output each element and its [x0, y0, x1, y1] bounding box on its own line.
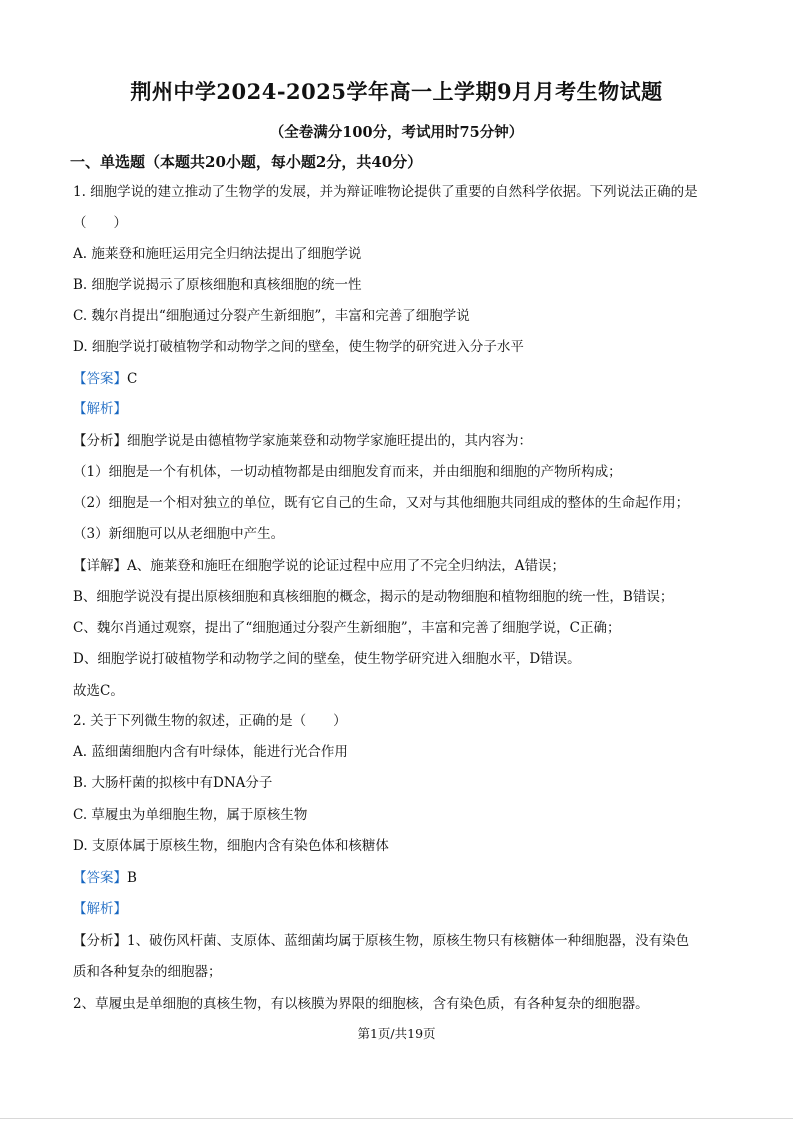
answer-value: C — [127, 371, 138, 387]
q1-point2: （2）细胞是一个相对独立的单位，既有它自己的生命，又对与其他细胞共同组成的整体的生命起作用； — [73, 495, 690, 511]
detail-tag: 【详解】 — [73, 558, 127, 574]
q1-point3: （3）新细胞可以从老细胞中产生。 — [73, 526, 285, 542]
page-bottom-divider — [0, 1118, 793, 1119]
q1-stem-line2: （ ） — [73, 215, 127, 231]
q2-analysis-tag: 【解析】 — [73, 901, 127, 917]
q2-option-d: D. 支原体属于原核生物，细胞内含有染色体和核糖体 — [73, 838, 389, 854]
q1-option-d: D. 细胞学说打破植物学和动物学之间的壁垒，使生物学的研究进入分子水平 — [73, 339, 524, 355]
exam-subtitle: （全卷满分100分，考试用时75分钟） — [269, 124, 524, 141]
answer-value: B — [127, 870, 137, 886]
q1-option-b: B. 细胞学说揭示了原核细胞和真核细胞的统一性 — [73, 277, 362, 293]
answer-tag: 【答案】 — [73, 870, 127, 886]
q1-detail4: D、细胞学说打破植物学和动物学之间的壁垒，使生物学研究进入细胞水平，D错误。 — [73, 651, 581, 667]
q2-option-c: C. 草履虫为单细胞生物，属于原核生物 — [73, 807, 308, 823]
page-footer: 第1页/共19页 — [357, 1026, 436, 1041]
q2-answer — [73, 868, 137, 888]
detail-text: A、施莱登和施旺在细胞学说的论证过程中应用了不完全归纳法，A错误； — [127, 558, 565, 574]
answer-tag: 【答案】 — [73, 371, 127, 387]
q1-fenxi — [73, 431, 532, 451]
q1-answer — [73, 369, 137, 389]
q2-fenxi-line3: 2、草履虫是单细胞的真核生物，有以核膜为界限的细胞核，含有染色质，有各种复杂的细胞器。 — [73, 996, 649, 1012]
q1-detail2: B、细胞学说没有提出原核细胞和真核细胞的概念，揭示的是动物细胞和植物细胞的统一性，B错误； — [73, 589, 674, 605]
q1-conclusion: 故选C。 — [73, 683, 124, 699]
fenxi-tag: 【分析】 — [73, 933, 127, 949]
section-heading: 一、单选题（本题共20小题，每小题2分，共40分） — [70, 153, 423, 171]
fenxi-tag: 【分析】 — [73, 433, 127, 449]
q2-option-a: A. 蓝细菌细胞内含有叶绿体，能进行光合作用 — [73, 744, 348, 760]
q1-analysis-tag: 【解析】 — [73, 401, 127, 417]
q1-detail1 — [73, 556, 565, 576]
q1-detail3: C、魏尔肖通过观察，提出了“细胞通过分裂产生新细胞”，丰富和完善了细胞学说，C正确； — [73, 620, 621, 636]
q2-option-b: B. 大肠杆菌的拟核中有DNA分子 — [73, 775, 273, 791]
fenxi-text: 细胞学说是由德植物学家施莱登和动物学家施旺提出的，其内容为： — [127, 433, 532, 449]
exam-title: 荆州中学2024-2025学年高一上学期9月月考生物试题 — [130, 79, 663, 104]
q1-option-c: C. 魏尔肖提出“细胞通过分裂产生新细胞”，丰富和完善了细胞学说 — [73, 308, 470, 324]
q2-fenxi-line1 — [73, 931, 689, 951]
q1-point1: （1）细胞是一个有机体，一切动植物都是由细胞发育而来，并由细胞和细胞的产物所构成； — [73, 464, 622, 480]
q1-stem-line1: 1. 细胞学说的建立推动了生物学的发展，并为辩证唯物论提供了重要的自然科学依据。下列说法正确的是 — [73, 184, 698, 200]
fenxi-text: 1、破伤风杆菌、支原体、蓝细菌均属于原核生物，原核生物只有核糖体一种细胞器，没有染色 — [127, 933, 690, 949]
q2-stem: 2. 关于下列微生物的叙述，正确的是（ ） — [73, 713, 347, 729]
q1-option-a: A. 施莱登和施旺运用完全归纳法提出了细胞学说 — [73, 246, 362, 262]
q2-fenxi-line2: 质和各种复杂的细胞器； — [73, 964, 222, 980]
